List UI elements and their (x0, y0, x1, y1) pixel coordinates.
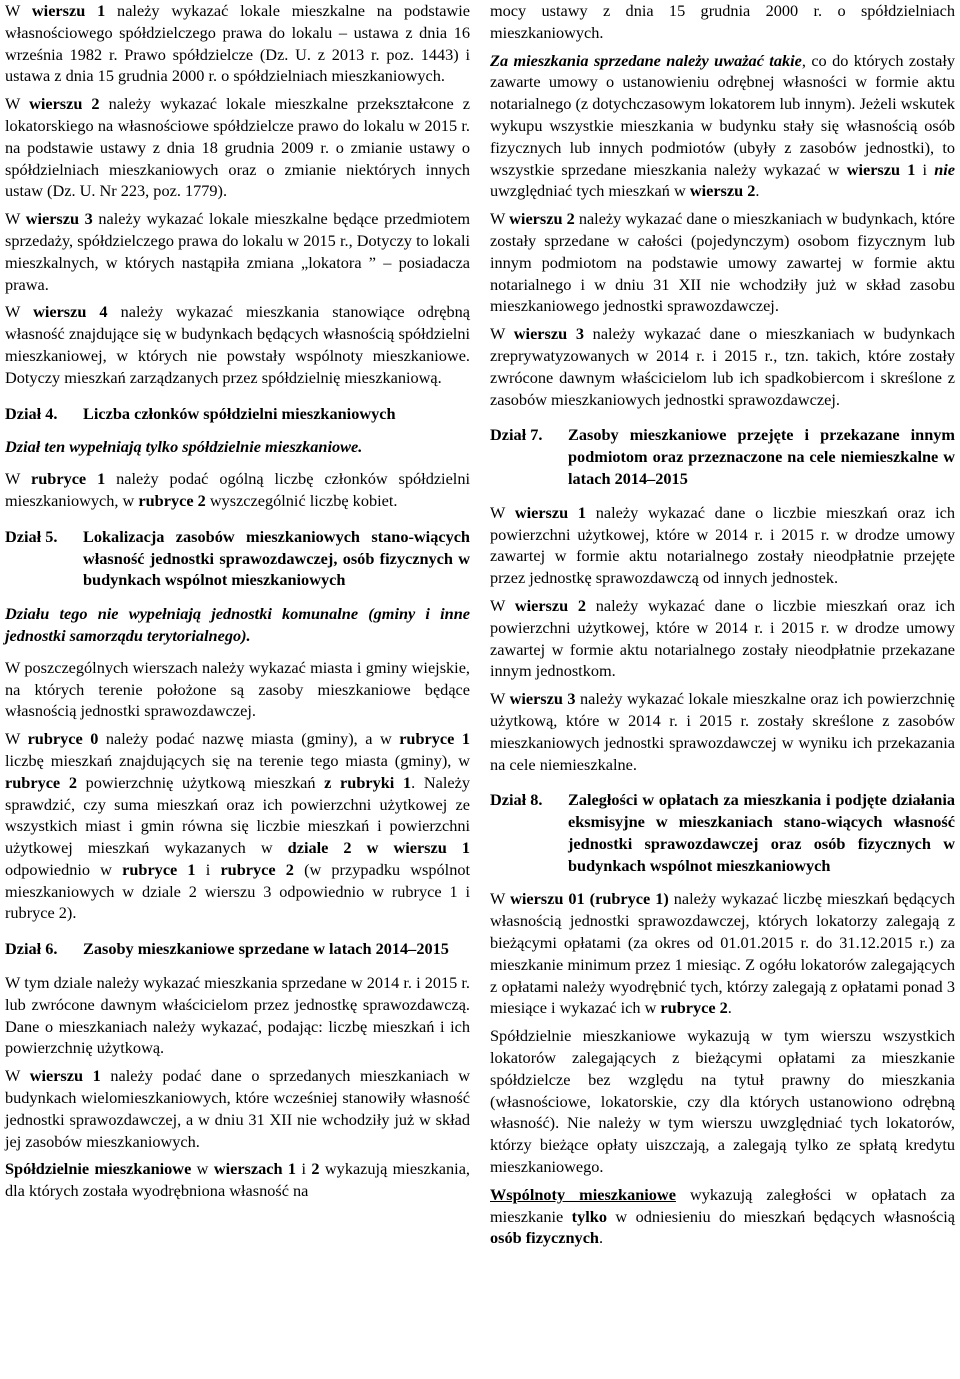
section-number: Dział 8. (490, 790, 543, 810)
paragraph-taken-row2: W wierszu 2 należy wykazać dane o liczbie mieszkań oraz ich powierzchni użytkowej, które w 2014 r. i 2015 r. w drodze umowy zawartej w formie aktu notarialnego zostały nieodpłatnie przekazane innym jednostkom. (490, 595, 955, 681)
paragraph-sold-row2: W wierszu 2 należy wykazać dane o mieszkaniach w budynkach, które zostały sprzedane w całości (pojedynczym) osobom fizycznym lub innym podmiotom na podstawie umowy zawartej w formie aktu notarialnego i w dniu 31 XII nie wchodziły już w skład zasobu mieszkaniowego jednostki sprawozdawczej. (490, 209, 955, 316)
paragraph-taken-row1: W wierszu 1 należy wykazać dane o liczbie mieszkań oraz ich powierzchni użytkowej, które w 2014 r. i 2015 r. w drodze umowy zawartej w formie aktu notarialnego zostały nieodpłatnie przejęte przez jednostkę sprawozdawczą od innych jednostek. (490, 502, 955, 588)
left-column (5, 0, 470, 1379)
paragraph-sold-definition: Za mieszkania sprzedane należy uważać takie, co do których zostały zawarte umowy o ustanowieniu odrębnej własności w formie aktu notarialnego (z dotychczasowym lokatorem lub innym). Jeżeli wskutek wykupu wszystkie mieszkania w budynku stały się własnością osób fizycznych lub innych podmiotów (ubyły z zasobów jednostki), to wszystkie sprzedane mieszkania należy wykazać w wierszu 1 i nie uwzględniać tych mieszkań w wierszu 2. (490, 50, 956, 201)
paragraph-taken-row3: W wierszu 3 należy wykazać lokale mieszkalne oraz ich powierzchnię użytkową, które w 2014 r. i 2015 r. zostały skreślone z zasobów mieszkaniowych jednostki sprawozdawczej w wyniku ich przekazania na cele niemieszkalne. (490, 689, 955, 774)
section-number: Dział 7. (490, 425, 543, 445)
section-6-heading (5, 938, 470, 960)
paragraph-arrears-row01: W wierszu 01 (rubryce 1) należy wykazać liczbę mieszkań będących własnością jednostki sprawozdawczej, których lokatorzy zalegają z bieżącymi opłatami (za okres od 01.01.2015 r. do 31.12.2015 r.) za mieszkanie minimum przez 1 miesiąc. Z ogółu lokatorów zalegających z opłatami należy wyodrębnić tych, którzy zalegają z opłatami ponad 3 miesiące i wykazać ich w rubryce 2. (490, 889, 955, 1018)
section-5-note: Działu tego nie wypełniają jednostki komunalne (gminy i inne jednostki samorządu terytorialnego). (5, 604, 470, 645)
paragraph-row3: W wierszu 3 należy wykazać lokale mieszkalne będące przedmiotem sprzedaży, spółdzielczego prawa do lokalu w 2015 r., Dotyczy to lokali mieszkalnych, w których nastąpiła zmiana „lokatora ” – posiadacza prawa. (5, 209, 470, 294)
paragraph-row2: W wierszu 2 należy wykazać lokale mieszkalne przekształcone z lokatorskiego na własnościowe spółdzielcze prawo do lokalu w 2015 r. na podstawie ustawy z dnia 18 grudnia 2009 r. o zmianie ustawy o spółdzielniach mieszkaniowych oraz o zmianie niektórych innych ustaw (Dz. U. Nr 223, poz. 1779). (5, 94, 470, 201)
paragraph-arrears-cooperatives: Spółdzielnie mieszkaniowe wykazują w tym wierszu wszystkich lokatorów zalegających z bieżącymi opłatami za mieszkanie spółdzielcze bez względu na tytuł prawny do mieszkania (własnościowe, lokatorskie, czy dla których ustanowiono odrębną własność). Nie należy w tym wierszu uwzględniać tych lokatorów, którzy bieżące opłaty uiszczają, a zalegają tylko ze spłatą kredytu mieszkaniowego. (490, 1026, 955, 1177)
section-5-heading (5, 526, 470, 591)
paragraph-members: W rubryce 1 należy podać ogólną liczbę członków spółdzielni mieszkaniowych, w rubryce 2 wyszczególnić liczbę kobiet. (5, 469, 470, 510)
section-4-heading (5, 403, 470, 425)
paragraph-cities: W poszczególnych wierszach należy wykazać miasta i gminy wiejskie, na których terenie położone są zasoby mieszkaniowe będące własnością jednostki sprawozdawczej. (5, 657, 470, 721)
section-title: Lokalizacja zasobów mieszkaniowych stano-wiących własność jednostki sprawozdawczej, osób fizycznych w budynkach wspólnot mieszkaniowych (83, 526, 470, 590)
paragraph-arrears-communities: Wspólnoty mieszkaniowe wykazują zaległości w opłatach za mieszkanie tylko w odniesieniu do mieszkań będących własnością osób fizycznych. (490, 1184, 955, 1248)
paragraph-row1: W wierszu 1 należy wykazać lokale mieszkalne na podstawie własnościowego spółdzielczego prawa do lokalu – ustawa z dnia 16 września 1982 r. Prawo spółdzielcze (Dz. U. z 2013 r. poz. 1443) i ustawa z dnia 15 grudnia 2000 r. o spółdzielniach mieszkaniowych. (5, 1, 471, 86)
section-title: Zasoby mieszkaniowe sprzedane w latach 2014–2015 (83, 939, 449, 959)
section-number: Dział 5. (5, 526, 58, 546)
section-8-heading (490, 789, 955, 876)
section-title: Zasoby mieszkaniowe przejęte i przekazane innym podmiotom oraz przeznaczone na cele niemieszkalne w latach 2014–2015 (568, 425, 955, 488)
paragraph-sold: W tym dziale należy wykazać mieszkania sprzedane w 2014 r. i 2015 r. lub zwrócone dawnym właścicielom przez jednostkę sprawozdawczą. Dane o mieszkaniach należy wykazać, podając: liczbę mieszkań i ich powierzchnię użytkową. (5, 973, 470, 1058)
paragraph-sold-row3: W wierszu 3 należy wykazać dane o mieszkaniach w budynkach zreprywatyzowanych w 2014 r. i 2015 r., tzn. takich, które zostały zwrócone dawnym właścicielom lub ich spadkobiercom i skreślone z zasobów mieszkaniowych jednostki sprawozdawczej. (490, 324, 955, 409)
section-title: Zaległości w opłatach za mieszkania i podjęte działania eksmisyjne w mieszkaniach stano-wiących własność jednostki sprawozdawczej oraz osób fizycznych w budynkach wspólnot mieszkaniowych (568, 790, 955, 875)
right-column (490, 0, 955, 1379)
paragraph-continuation: mocy ustawy z dnia 15 grudnia 2000 r. o spółdzielniach mieszkaniowych. (490, 1, 955, 42)
paragraph-cooperatives: Spółdzielnie mieszkaniowe w wierszach 1 i 2 wykazują mieszkania, dla których została wyodrębniona własność na (5, 1159, 470, 1201)
section-number: Dział 4. (5, 403, 58, 423)
paragraph-rubrics: W rubryce 0 należy podać nazwę miasta (gminy), a w rubryce 1 liczbę mieszkań znajdujących się na terenie tego miasta (gminy), w rubryce 2 powierzchnię użytkową mieszkań z rubryki 1. Należy sprawdzić, czy suma mieszkań oraz ich powierzchni użytkowej ze wszystkich miast i gmin równa się liczbie mieszkań i powierzchni użytkowej mieszkań wykazanych w dziale 2 w wierszu 1 odpowiednio w rubryce 1 i rubryce 2 (w przypadku wspólnot mieszkaniowych w dziale 2 wierszu 3 odpowiednio w rubryce 1 i rubryce 2). (5, 729, 470, 923)
paragraph-row4: W wierszu 4 należy wykazać mieszkania stanowiące odrębną własność znajdujące się w budynkach będących własnością spółdzielni mieszkaniowej, w których nie powstały wspólnoty mieszkaniowe. Dotyczy mieszkań zarządzanych przez spółdzielnię mieszkaniową. (5, 302, 470, 387)
section-4-note: Dział ten wypełniają tylko spółdzielnie mieszkaniowe. (5, 437, 363, 457)
section-7-heading (490, 424, 955, 489)
section-number: Dział 6. (5, 939, 58, 959)
paragraph-sold-row1: W wierszu 1 należy podać dane o sprzedanych mieszkaniach w budynkach wielomieszkaniowych, które wcześniej stanowiły własność jednostki sprawozdawczej, a w dniu 31 XII nie wchodziły już w skład jej zasobów mieszkaniowych. (5, 1066, 471, 1151)
section-title: Liczba członków spółdzielni mieszkaniowych (83, 403, 396, 423)
